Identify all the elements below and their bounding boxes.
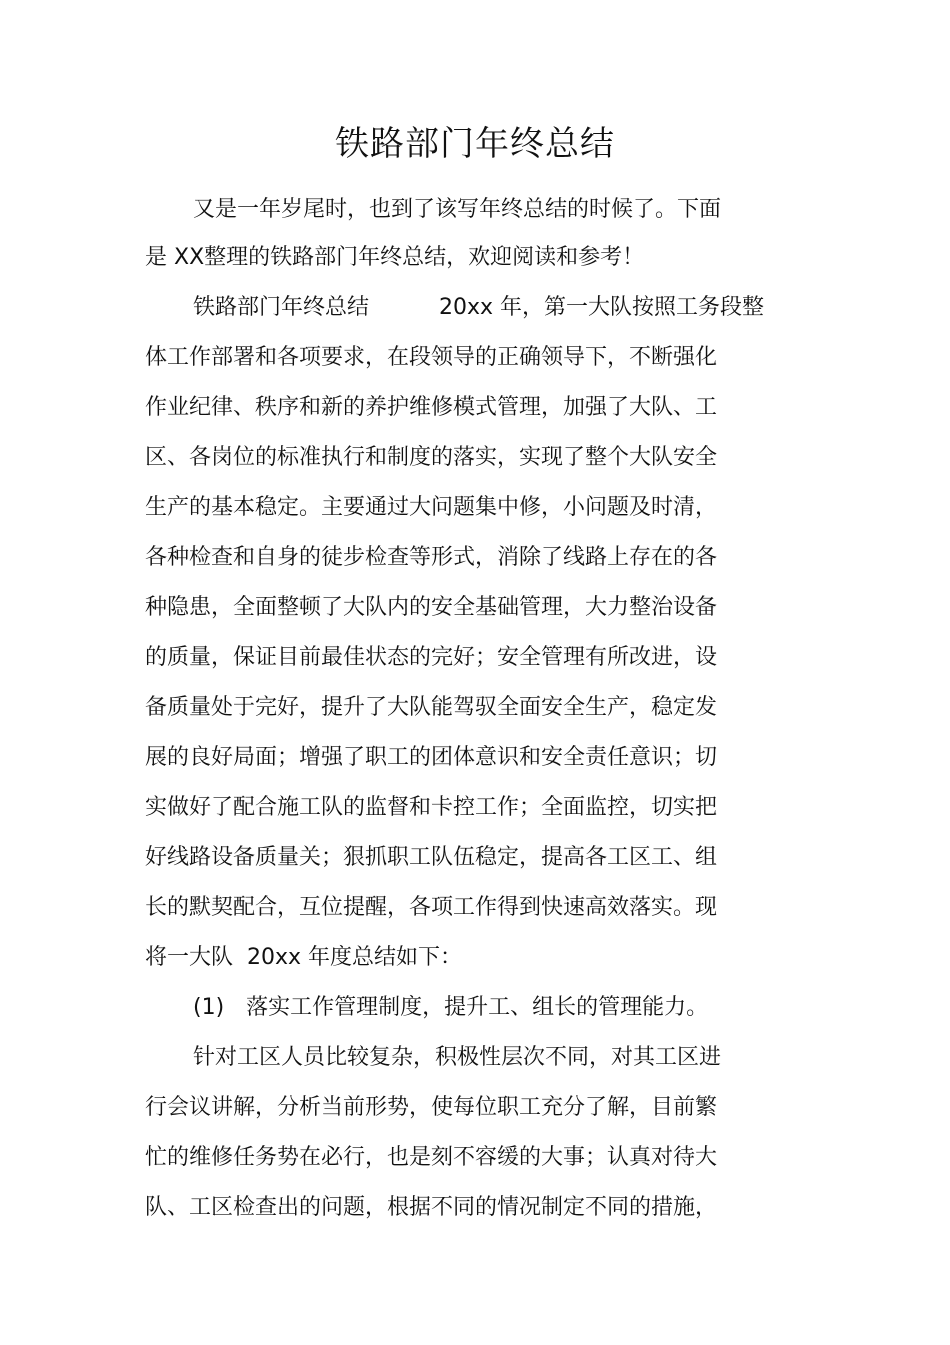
line-text: 队、工区检查出的问题，根据不同的情况制定不同的措施， [145,1195,718,1220]
paragraph-line [145,1193,717,1223]
line-text: 体工作部署和各项要求，在段领导的正确领导下，不断强化 [145,345,718,370]
line-text: 忙的维修任务势在必行，也是刻不容缓的大事；认真对待大 [145,1145,718,1170]
paragraph-line [145,493,717,523]
line-text: 长的默契配合，互位提醒，各项工作得到快速高效落实。现 [145,895,718,920]
line-text: 备质量处于完好，提升了大队能驾驭全面安全生产，稳定发 [145,695,718,720]
paragraph-line [145,243,644,273]
line-text: 实做好了配合施工队的监督和卡控工作；全面监控，切实把 [145,795,718,820]
line-text: 20xx 年，第一大队按照工务段整 [439,295,765,320]
paragraph-line [193,195,721,225]
section-number: (1) [193,995,225,1020]
document-title: 铁路部门年终总结 [335,124,615,164]
paragraph-line [145,1143,717,1173]
paragraph-line [145,693,717,723]
line-text: 各种检查和自身的徒步检查等形式，消除了线路上存在的各 [145,545,718,570]
section-heading-text: 落实工作管理制度，提升工、组长的管理能力。 [246,995,709,1020]
paragraph-line [145,893,717,923]
paragraph-line [145,743,717,773]
paragraph-line [145,593,717,623]
paragraph-line [145,943,462,973]
paragraph-line [145,543,717,573]
line-text: 生产的基本稳定。主要通过大问题集中修，小问题及时清， [145,495,718,520]
line-text: 好线路设备质量关；狠抓职工队伍稳定，提高各工区工、组 [145,845,718,870]
paragraph-line [193,293,764,323]
line-text: 又是一年岁尾时，也到了该写年终总结的时候了。下面 [193,197,722,222]
line-text: 行会议讲解，分析当前形势，使每位职工充分了解，目前繁 [145,1095,718,1120]
line-text: 将一大队 [145,945,234,970]
line-text: 作业纪律、秩序和新的养护维修模式管理，加强了大队、工 [145,395,718,420]
paragraph-line [145,443,717,473]
line-text: 种隐患，全面整顿了大队内的安全基础管理，大力整治设备 [145,595,718,620]
paragraph-line [145,1093,717,1123]
paragraph-line [145,793,717,823]
paragraph-line [145,643,717,673]
paragraph-line [145,843,717,873]
line-text: 展的良好局面；增强了职工的团体意识和安全责任意识；切 [145,745,718,770]
line-text: 区、各岗位的标准执行和制度的落实，实现了整个大队安全 [145,445,718,470]
line-text: 是 XX整理的铁路部门年终总结，欢迎阅读和参考！ [145,245,645,270]
paragraph-line [145,343,717,373]
line-text: 针对工区人员比较复杂，积极性层次不同，对其工区进 [193,1045,722,1070]
paragraph-line [145,393,717,423]
line-text: 的质量，保证目前最佳状态的完好；安全管理有所改进，设 [145,645,718,670]
section-heading [193,993,708,1023]
line-text: 20xx 年度总结如下： [247,945,463,970]
line-text: 铁路部门年终总结 [193,295,370,320]
paragraph-line [193,1043,721,1073]
